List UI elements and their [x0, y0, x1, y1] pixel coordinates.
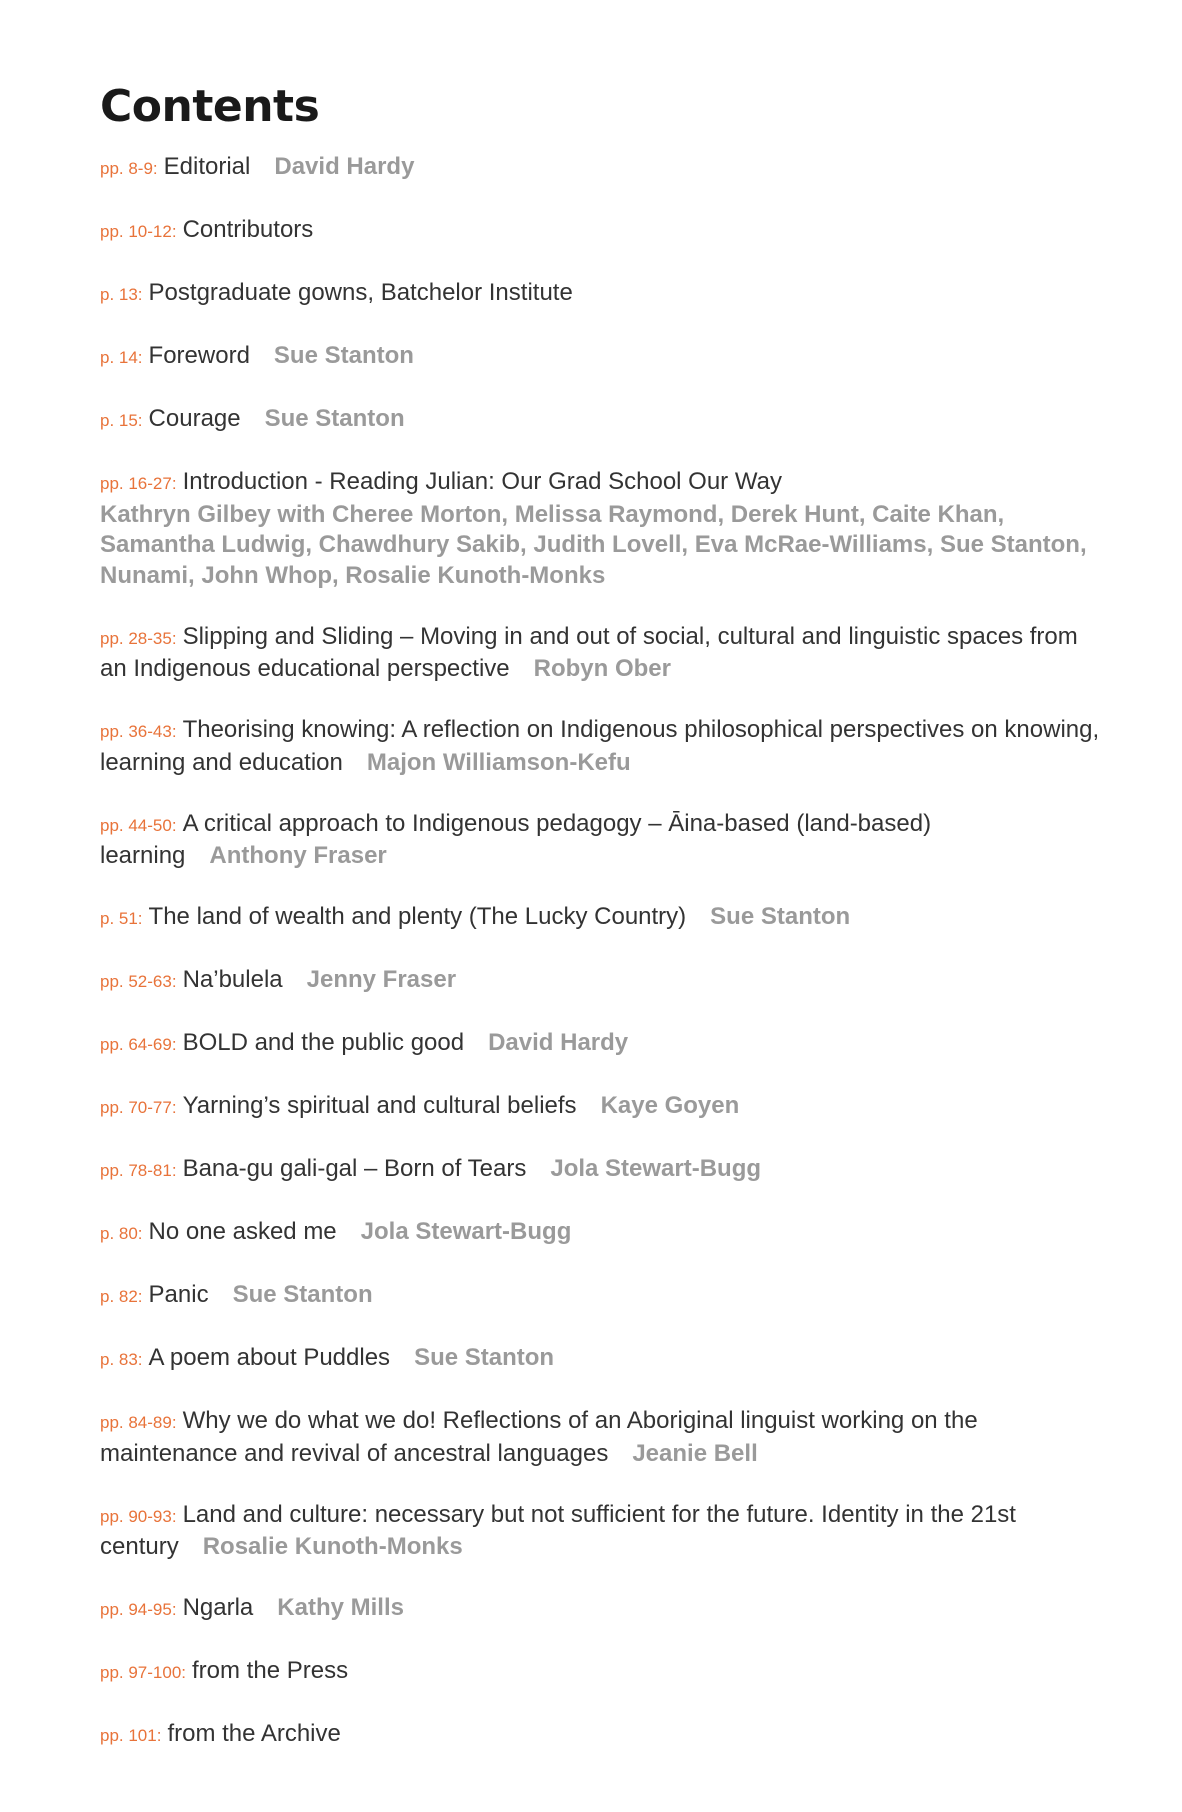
toc-entry — [100, 467, 1100, 591]
entry-pages: pp. 64-69: — [100, 1035, 177, 1054]
entry-title: Na’bulela — [182, 966, 283, 993]
toc-entry — [100, 152, 1100, 185]
entry-author: Sue Stanton — [710, 903, 851, 930]
toc-entry — [100, 404, 1100, 437]
entry-title: from the Archive — [167, 1720, 341, 1747]
entry-pages: pp. 97-100: — [100, 1663, 187, 1682]
entry-pages: pp. 70-77: — [100, 1098, 177, 1117]
toc-entry — [100, 1280, 1100, 1313]
entry-title: Postgraduate gowns, Batchelor Institute — [148, 279, 573, 306]
toc-entry — [100, 902, 1100, 935]
entry-pages: pp. 28-35: — [100, 628, 177, 648]
entry-pages: pp. 52-63: — [100, 972, 177, 991]
toc-entry — [100, 622, 1100, 685]
entry-title: A poem about Puddles — [148, 1344, 391, 1371]
toc-entry — [100, 1500, 1100, 1563]
entry-title: Bana-gu gali-gal – Born of Tears — [182, 1155, 527, 1182]
entry-title: The land of wealth and plenty (The Lucky Country) — [148, 903, 687, 930]
toc-entry — [100, 1154, 1100, 1187]
entry-pages: p. 14: — [100, 348, 143, 367]
toc-entry — [100, 341, 1100, 374]
entry-title: Panic — [148, 1281, 209, 1308]
entry-author: Jenny Fraser — [306, 966, 457, 993]
entry-pages: p. 51: — [100, 909, 143, 928]
entry-title: Yarning’s spiritual and cultural beliefs — [182, 1092, 577, 1119]
entry-author: David Hardy — [488, 1029, 629, 1056]
entry-author: Jeanie Bell — [632, 1439, 758, 1467]
entry-title: Ngarla — [182, 1594, 254, 1621]
entry-title: Editorial — [163, 153, 251, 180]
entry-pages: p. 83: — [100, 1350, 143, 1369]
toc-entry — [100, 715, 1100, 778]
entry-pages: pp. 94-95: — [100, 1600, 177, 1619]
entry-author: Anthony Fraser — [209, 842, 387, 869]
page-title: Contents — [100, 81, 320, 132]
toc-entry — [100, 1406, 1100, 1469]
toc-entry — [100, 1593, 1100, 1626]
entry-author: Jola Stewart-Bugg — [360, 1218, 572, 1245]
entry-title: A critical approach to Indigenous pedagogy – Āina-based (land-based) learning — [100, 809, 932, 869]
entry-pages: pp. 90-93: — [100, 1506, 177, 1526]
entry-pages: p. 15: — [100, 411, 143, 430]
entry-pages: pp. 84-89: — [100, 1413, 177, 1432]
toc-entry — [100, 1343, 1100, 1376]
entry-title: Slipping and Sliding – Moving in and out of social, cultural and linguistic spaces from an Indigenous educational perspective — [100, 622, 1078, 682]
entry-author: Sue Stanton — [232, 1281, 373, 1308]
entry-author: David Hardy — [274, 153, 415, 180]
table-of-contents — [100, 152, 1100, 1752]
entry-pages: pp. 78-81: — [100, 1161, 177, 1180]
entry-pages: pp. 36-43: — [100, 722, 177, 741]
entry-pages: p. 80: — [100, 1224, 143, 1243]
toc-entry — [100, 1656, 1100, 1689]
toc-entry — [100, 809, 1100, 872]
entry-author: Sue Stanton — [273, 342, 414, 369]
entry-title: No one asked me — [148, 1218, 337, 1245]
entry-author: Kathryn Gilbey with Cheree Morton, Melissa Raymond, Derek Hunt, Caite Khan, Samantha Ludwig, Chawdhury Sakib, Judith Lovell, Eva McRae-Williams, Sue Stanton, Nunami, John Whop, Rosalie Kunoth-Monks — [100, 500, 1087, 589]
toc-entry — [100, 278, 1100, 311]
entry-title: Why we do what we do! Reflections of an Aboriginal linguist working on the maintenance and revival of ancestral languages — [100, 1407, 978, 1467]
entry-title: Contributors — [182, 216, 314, 243]
entry-author: Sue Stanton — [264, 405, 405, 432]
entry-author: Majon Williamson-Kefu — [366, 748, 631, 776]
entry-author: Jola Stewart-Bugg — [550, 1155, 762, 1182]
entry-title: Foreword — [148, 342, 250, 369]
toc-entry — [100, 1217, 1100, 1250]
entry-author: Rosalie Kunoth-Monks — [202, 1533, 463, 1560]
entry-title: Introduction - Reading Julian: Our Grad School Our Way — [182, 468, 782, 495]
entry-pages: p. 13: — [100, 285, 143, 304]
entry-pages: pp. 101: — [100, 1726, 162, 1745]
entry-title: Land and culture: necessary but not sufficient for the future. Identity in the 21st century — [100, 1500, 1016, 1560]
contents-page — [100, 80, 1100, 1782]
entry-pages: pp. 44-50: — [100, 815, 177, 835]
entry-title: from the Press — [192, 1657, 349, 1684]
entry-author: Kaye Goyen — [600, 1092, 740, 1119]
toc-entry — [100, 1091, 1100, 1124]
entry-pages: pp. 10-12: — [100, 222, 177, 241]
entry-pages: pp. 8-9: — [100, 159, 158, 178]
entry-author: Sue Stanton — [414, 1344, 555, 1371]
entry-author: Kathy Mills — [277, 1594, 404, 1621]
entry-author: Robyn Ober — [533, 655, 671, 682]
entry-title: BOLD and the public good — [182, 1029, 465, 1056]
entry-pages: pp. 16-27: — [100, 474, 177, 493]
entry-title: Courage — [148, 405, 241, 432]
entry-title: Theorising knowing: A reflection on Indigenous philosophical perspectives on knowing, learning and education — [100, 716, 1100, 776]
toc-entry — [100, 1719, 1100, 1752]
entry-pages: p. 82: — [100, 1287, 143, 1306]
toc-entry — [100, 965, 1100, 998]
toc-entry — [100, 215, 1100, 248]
toc-entry — [100, 1028, 1100, 1061]
